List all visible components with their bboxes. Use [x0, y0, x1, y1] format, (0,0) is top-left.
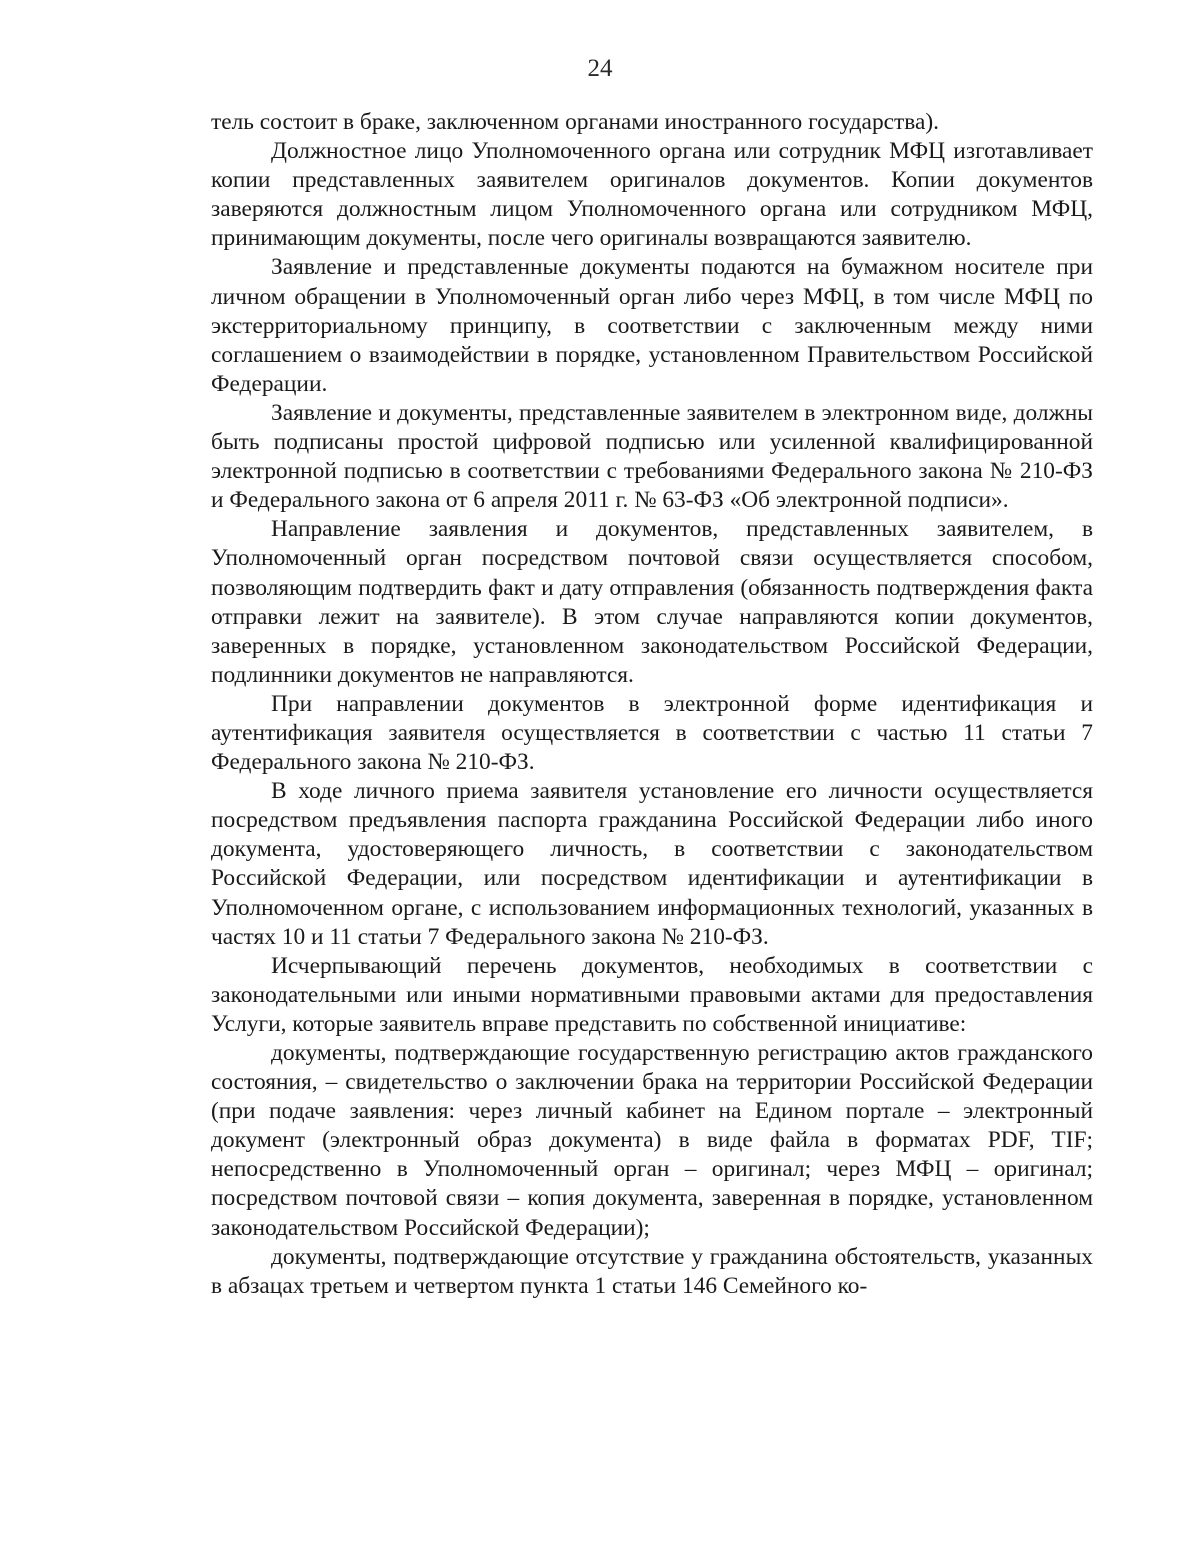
- paragraph-electronic-signature: Заявление и документы, представленные заявителем в электронном виде, должны быть подписаны простой цифровой подписью или усиленной квалифицированной электронной подписью в соответствии с требованиями Федерального закона № 210-ФЗ и Федерального закона от 6 апреля 2011 г. № 63-ФЗ «Об электронной подписи».: [211, 399, 1093, 514]
- paragraph-absence-of-circumstances: документы, подтверждающие отсутствие у гражданина обстоятельств, указанных в абзацах третьем и четвертом пункта 1 статьи 146 Семейного ко-: [211, 1243, 1093, 1299]
- paragraph-document-list-intro: Исчерпывающий перечень документов, необходимых в соответствии с законодательными или иными нормативными правовыми актами для предоставления Услуги, которые заявитель вправе представить по собственной инициативе:: [211, 952, 1093, 1037]
- paragraph-postal-submission: Направление заявления и документов, представленных заявителем, в Уполномоченный орган посредством почтовой связи осуществляется способом, позволяющим подтвердить факт и дату отправления (обязанность подтверждения факта отправки лежит на заявителе). В этом случае направляются копии документов, заверенных в порядке, установленном законодательством Российской Федерации, подлинники документов не направляются.: [211, 516, 1093, 688]
- paragraph-continuation: тель состоит в браке, заключенном органами иностранного государства).: [211, 109, 939, 135]
- page-number: 24: [587, 55, 613, 82]
- paragraph-paper-submission: Заявление и представленные документы подаются на бумажном носителе при личном обращении в Уполномоченный орган либо через МФЦ, в том числе МФЦ по экстерриториальному принципу, в соответствии с заключенным между ними соглашением о взаимодействии в порядке, установленном Правительством Российской Федерации.: [211, 254, 1093, 397]
- paragraph-civil-registration-docs: документы, подтверждающие государственную регистрацию актов гражданского состояния, – свидетельство о заключении брака на территории Российской Федерации (при подаче заявления: через личный кабинет на Едином портале – электронный документ (электронный образ документа) в виде файла в форматах PDF, TIF; непосредственно в Уполномоченный орган – оригинал; через МФЦ – оригинал; посредством почтовой связи – копия документа, заверенная в порядке, установленном законодательством Российской Федерации);: [211, 1040, 1093, 1241]
- paragraph-document-copies: Должностное лицо Уполномоченного органа или сотрудник МФЦ изготавливает копии представленных заявителем оригиналов документов. Копии документов заверяются должностным лицом Уполномоченного органа или сотрудником МФЦ, принимающим документы, после чего оригиналы возвращаются заявителю.: [211, 138, 1093, 252]
- paragraph-identity-verification: В ходе личного приема заявителя установление его личности осуществляется посредством предъявления паспорта гражданина Российской Федерации либо иного документа, удостоверяющего личность, в соответствии с законодательством Российской Федерации, или посредством идентификации и аутентификации в Уполномоченном органе, с использованием информационных технологий, указанных в частях 10 и 11 статьи 7 Федерального закона № 210-ФЗ.: [211, 778, 1093, 950]
- document-body: [211, 108, 1093, 1301]
- paragraph-electronic-identification: При направлении документов в электронной форме идентификация и аутентификация заявителя осуществляется в соответствии с частью 11 статьи 7 Федерального закона № 210-ФЗ.: [211, 690, 1093, 776]
